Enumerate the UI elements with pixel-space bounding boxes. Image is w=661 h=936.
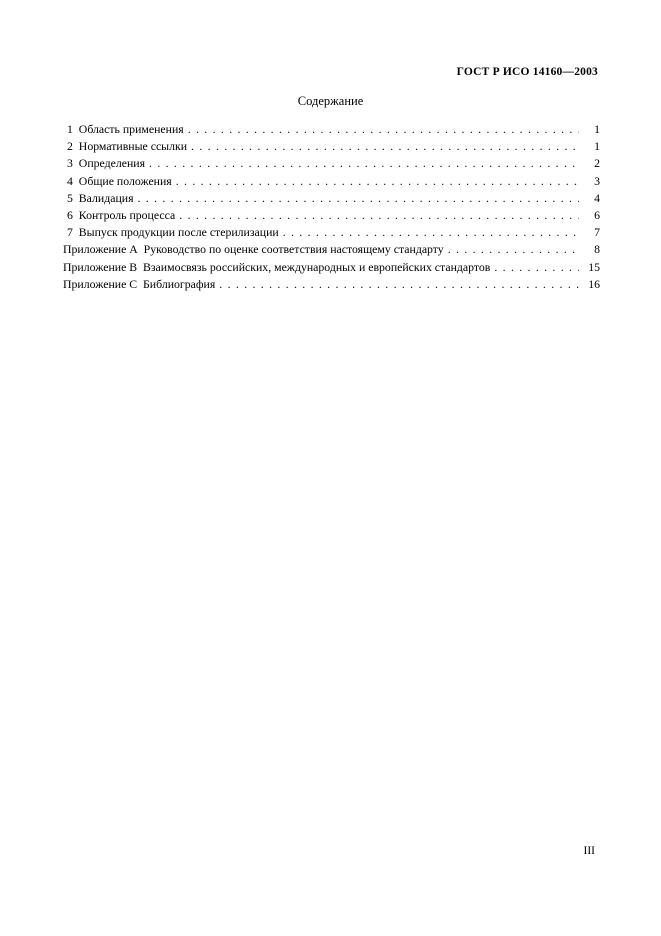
toc-entry-page: 15 xyxy=(588,259,600,274)
toc-entry-label: 7 Выпуск продукции после стерилизации xyxy=(67,225,279,240)
toc-entry-label: Приложение С Библиография xyxy=(63,276,216,291)
dot-leader xyxy=(179,207,579,224)
toc-entry-label: 6 Контроль процесса xyxy=(67,207,176,222)
toc-entry-label: 5 Валидация xyxy=(67,190,134,205)
toc-entry-label: 1 Область применения xyxy=(67,122,184,136)
toc-entry xyxy=(63,190,600,207)
toc-entry xyxy=(63,173,600,190)
toc-title: Содержание xyxy=(297,94,364,108)
toc-entry xyxy=(63,276,600,293)
toc-entry-page: 6 xyxy=(594,207,600,222)
toc-entry-label: Приложение В Взаимосвязь российских, международных и европейских стандартов xyxy=(63,259,491,274)
dot-leader xyxy=(188,121,579,138)
dot-leader xyxy=(283,224,579,241)
toc-entry xyxy=(63,241,600,258)
dot-leader xyxy=(176,173,579,190)
dot-leader xyxy=(448,241,579,258)
toc-entry-label: 4 Общие положения xyxy=(67,173,172,188)
dot-leader xyxy=(149,155,579,172)
document-number: ГОСТ Р ИСО 14160—2003 xyxy=(456,66,598,78)
dot-leader xyxy=(219,276,579,293)
toc-entry-page: 1 xyxy=(594,139,600,154)
toc-entry xyxy=(63,259,600,276)
toc-entry xyxy=(63,138,600,155)
toc-entry-page: 1 xyxy=(594,122,600,136)
toc-entry-page: 3 xyxy=(594,173,600,188)
toc-entry-page: 7 xyxy=(594,225,600,240)
toc-entry-label: 2 Нормативные ссылки xyxy=(67,139,188,154)
toc-entry-page: 4 xyxy=(594,190,600,205)
toc-entry-label: 3 Определения xyxy=(67,156,146,171)
toc-entry-page: 8 xyxy=(594,242,600,257)
toc-entry-page: 16 xyxy=(588,276,600,291)
toc-entry-label: Приложение А Руководство по оценке соответствия настоящему стандарту xyxy=(63,242,444,257)
page-number: III xyxy=(583,845,595,857)
dot-leader xyxy=(494,259,579,276)
toc-entry xyxy=(63,207,600,224)
toc-entry xyxy=(63,155,600,172)
toc-entry xyxy=(63,224,600,241)
toc-list xyxy=(63,121,600,293)
dot-leader xyxy=(191,138,579,155)
toc-entry xyxy=(63,121,600,138)
toc-entry-page: 2 xyxy=(594,156,600,171)
dot-leader xyxy=(138,190,580,207)
